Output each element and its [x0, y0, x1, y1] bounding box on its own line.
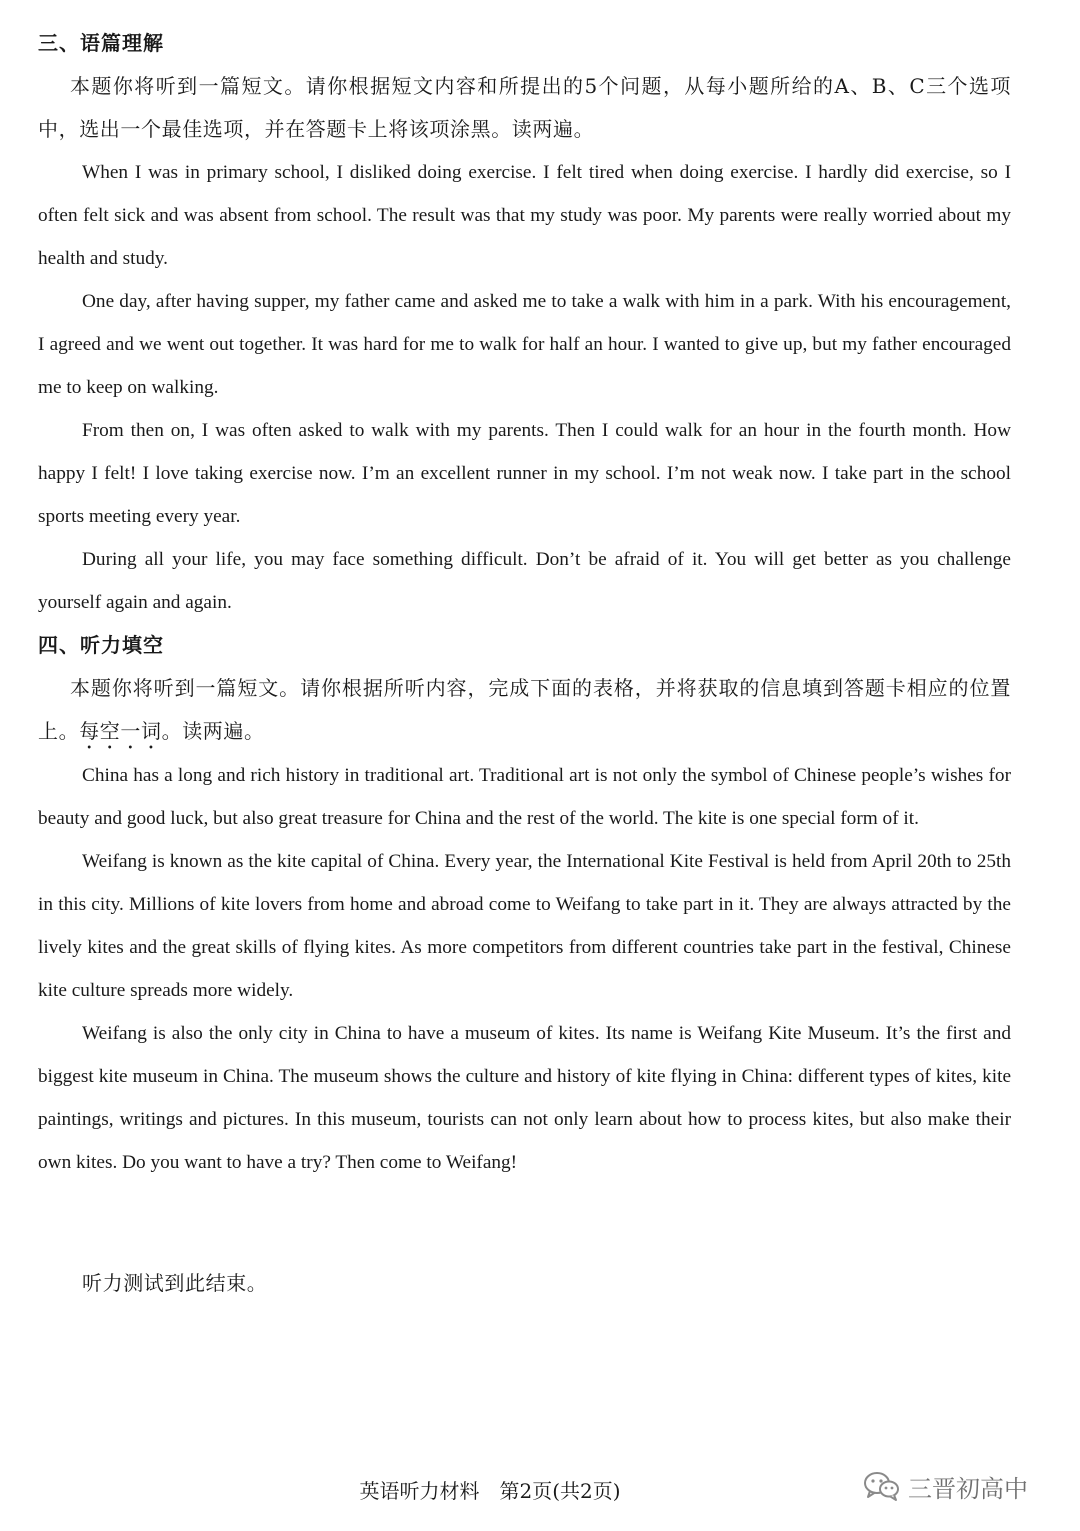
test-end-note: 听力测试到此结束。	[82, 1271, 268, 1295]
passage-1-paragraph-3: From then on, I was often asked to walk with my parents. Then I could walk for an hour in the fourth month. How happy I felt! I love taking exercise now. I’m an excellent runner in my school. I’m not weak now. I take part in the school sports meeting every year.	[38, 420, 1011, 527]
section-4-instruction	[38, 667, 1011, 754]
section-4-heading: 四、听力填空	[38, 633, 164, 657]
passage-2-paragraph-1: China has a long and rich history in traditional art. Traditional art is not only the symbol of Chinese people’s wishes for beauty and good luck, but also great treasure for China and the rest of the world. The kite is one special form of it.	[38, 765, 1011, 829]
section-3-instruction: 本题你将听到一篇短文。请你根据短文内容和所提出的5个问题，从每小题所给的A、B、C三个选项中，选出一个最佳选项，并在答题卡上将该项涂黑。读两遍。	[38, 74, 1011, 141]
watermark	[862, 1466, 1028, 1506]
passage-2-paragraph-2: Weifang is known as the kite capital of China. Every year, the International Kite Festival is held from April 20th to 25th in this city. Millions of kite lovers from home and abroad come to Weifang to take part in it. They are always attracted by the lively kites and the great skills of flying kites. As more competitors from different countries take part in the festival, Chinese kite culture spreads more widely.	[38, 851, 1011, 1001]
passage-1-paragraph-2: One day, after having supper, my father came and asked me to take a walk with him in a park. With his encouragement, I agreed and we went out together. It was hard for me to walk for half an hour. I wanted to give up, but my father encouraged me to keep on walking.	[38, 291, 1011, 398]
emphasis-one-word-per-blank: 每空一词	[79, 719, 162, 743]
document-body	[38, 22, 1011, 1184]
page-footer: 英语听力材料 第2页(共2页)	[359, 1479, 621, 1503]
passage-1-paragraph-4: During all your life, you may face something difficult. Don’t be afraid of it. You will get better as you challenge yourself again and again.	[38, 549, 1011, 613]
section-4-instruction-text: 本题你将听到一篇短文。请你根据所听内容，完成下面的表格，并将获取的信息填到答题卡相应的位置上。	[38, 676, 1011, 743]
watermark-text: 三晋初高中	[908, 1474, 1028, 1503]
section-3-heading: 三、语篇理解	[38, 31, 164, 55]
passage-2-paragraph-3: Weifang is also the only city in China to have a museum of kites. Its name is Weifang Kite Museum. It’s the first and biggest kite museum in China. The museum shows the culture and history of kite flying in China: different types of kites, kite paintings, writings and pictures. In this museum, tourists can not only learn about how to process kites, but also make their own kites. Do you want to have a try? Then come to Weifang!	[38, 1023, 1011, 1173]
section-4-instruction-end: 。读两遍。	[161, 719, 265, 743]
wechat-icon	[862, 1470, 902, 1502]
passage-1-paragraph-1: When I was in primary school, I disliked doing exercise. I felt tired when doing exercise. I hardly did exercise, so I often felt sick and was absent from school. The result was that my study was poor. My parents were really worried about my health and study.	[38, 162, 1011, 269]
